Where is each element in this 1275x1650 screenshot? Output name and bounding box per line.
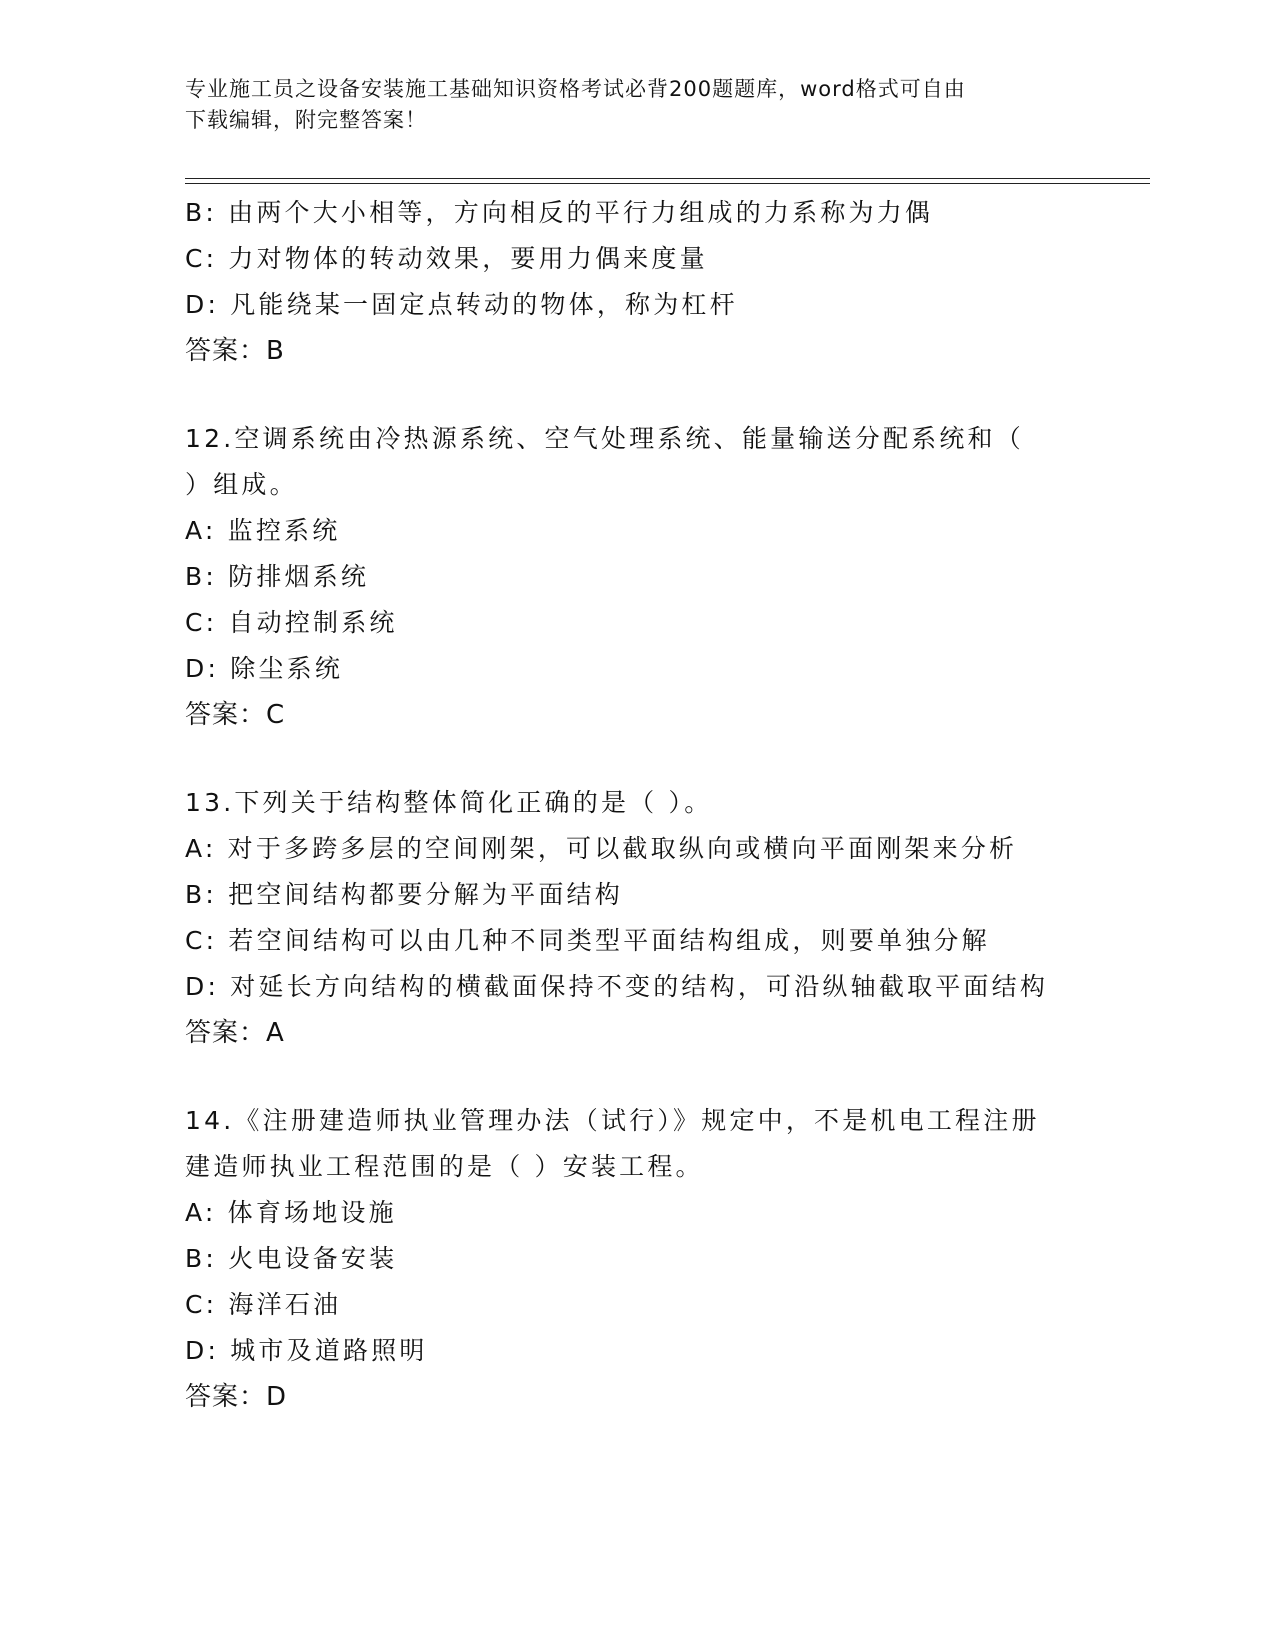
q12-stem-line-1: 12.空调系统由冷热源系统、空气处理系统、能量输送分配系统和（ (185, 424, 1024, 453)
q12-option-a: A: 监控系统 (185, 516, 341, 545)
header-line-1: 专业施工员之设备安装施工基础知识资格考试必背200题题库，word格式可自由 (185, 77, 966, 101)
question-spacer (185, 738, 1085, 780)
q11-option-b: B: 由两个大小相等，方向相反的平行力组成的力系称为力偶 (185, 198, 934, 227)
q13-stem-line-1: 13.下列关于结构整体简化正确的是（ ）。 (185, 788, 713, 817)
q11-answer: 答案：B (185, 336, 285, 366)
header-divider-top (185, 178, 1150, 179)
question-11 (185, 190, 1085, 374)
q12-option-b: B: 防排烟系统 (185, 562, 370, 591)
q14-option-a: A: 体育场地设施 (185, 1198, 397, 1227)
q12-option-c: C: 自动控制系统 (185, 608, 398, 637)
q11-option-c: C: 力对物体的转动效果，要用力偶来度量 (185, 244, 708, 273)
q13-option-d: D: 对延长方向结构的横截面保持不变的结构，可沿纵轴截取平面结构 (185, 972, 1049, 1001)
q14-option-c: C: 海洋石油 (185, 1290, 342, 1319)
q13-answer: 答案：A (185, 1018, 285, 1048)
q13-option-c: C: 若空间结构可以由几种不同类型平面结构组成，则要单独分解 (185, 926, 990, 955)
header-line-2: 下载编辑，附完整答案！ (185, 108, 427, 132)
q13-option-b: B: 把空间结构都要分解为平面结构 (185, 880, 623, 909)
q12-option-d: D: 除尘系统 (185, 654, 344, 683)
q12-stem-line-2: ）组成。 (185, 470, 298, 499)
q14-option-d: D: 城市及道路照明 (185, 1336, 428, 1365)
q11-option-d: D: 凡能绕某一固定点转动的物体，称为杠杆 (185, 290, 738, 319)
header-divider-bottom (185, 183, 1150, 184)
document-header (185, 74, 1085, 136)
question-spacer (185, 1056, 1085, 1098)
question-13 (185, 780, 1085, 1056)
q13-option-a: A: 对于多跨多层的空间刚架，可以截取纵向或横向平面刚架来分析 (185, 834, 1018, 863)
q12-answer: 答案：C (185, 700, 286, 730)
q14-answer: 答案：D (185, 1382, 288, 1412)
q14-stem-line-1: 14.《注册建造师执业管理办法（试行）》规定中，不是机电工程注册 (185, 1106, 1040, 1135)
q14-option-b: B: 火电设备安装 (185, 1244, 398, 1273)
question-list (185, 190, 1085, 1420)
question-14 (185, 1098, 1085, 1420)
question-12 (185, 416, 1085, 738)
q14-stem-line-2: 建造师执业工程范围的是（ ）安装工程。 (185, 1152, 704, 1181)
question-spacer (185, 374, 1085, 416)
